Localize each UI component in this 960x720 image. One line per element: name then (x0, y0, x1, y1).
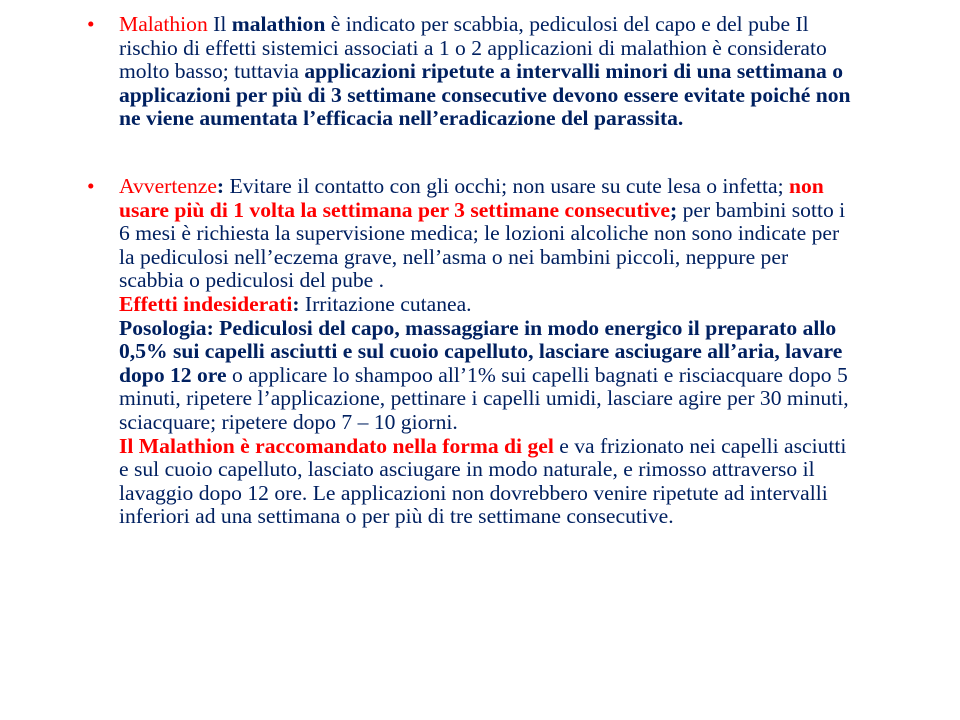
text-run: o applicare lo shampoo all’1% sui capelli bagnati e risciacquare dopo 5 minuti, ripetere l’applicazione, pettinare i capelli umidi, lasciare agire per 30 minuti, sciacquare; ripetere dopo 7 – 10 giorni. (119, 362, 849, 434)
text-run: e va frizionato nei capelli asciutti e sul cuoio capelluto, lasciato asciugare in modo naturale, e rimosso attraverso il lavaggio dopo 12 ore. Le applicazioni non dovrebbero venire ripetute ad intervalli inferiori ad una settimana o per più di tre settimane consecutive. (119, 433, 847, 529)
text-run: per bambini sotto i 6 mesi è richiesta la supervisione medica; le lozioni alcoliche non sono indicate per la pediculosi nell’eczema grave, nell’asma o nei bambini piccoli, neppure per scabbia o pediculosi del pube . (119, 197, 846, 293)
text-run: ; (670, 197, 683, 222)
text-run: Malathion (119, 12, 208, 36)
text-run: malathion (231, 12, 326, 36)
text-run: è indicato per scabbia, pediculosi del capo e del pube Il rischio di effetti sistemici associati a 1 o 2 applicazioni di malathion è considerato molto basso; tuttavia (119, 12, 827, 84)
bullet-avvertenze (87, 174, 857, 529)
text-run: : (216, 174, 230, 198)
text-run: Evitare il contatto con gli occhi; non usare su cute lesa o infetta; (229, 174, 789, 198)
text-run: Il (207, 12, 232, 36)
text-run: Irritazione cutanea. (304, 291, 472, 316)
text-run: non usare più di 1 volta la settimana per 3 settimane consecutive (119, 174, 824, 222)
text-run: : (292, 291, 305, 316)
text-run: Posologia: Pediculosi del capo, massaggiare in modo energico il preparato allo 0,5% sui capelli asciutti e sul cuoio capelluto, lasciare asciugare all’aria, lavare dopo 12 ore (119, 315, 843, 387)
bullet-malathion (87, 12, 857, 131)
bullet-marker: • (87, 174, 95, 198)
text-run: Avvertenze (119, 174, 217, 198)
text-run: Il Malathion è raccomandato nella forma di gel (119, 433, 554, 458)
bullet-text (119, 13, 857, 131)
bullet-text (119, 175, 857, 529)
text-run: Effetti indesiderati (119, 291, 293, 316)
text-run: applicazioni ripetute a intervalli minori di una settimana o applicazioni per più di 3 settimane consecutive devono essere evitate poiché non ne viene aumentata l’efficacia nell’eradicazione del parassita. (119, 59, 851, 131)
bullet-marker: • (87, 12, 95, 36)
